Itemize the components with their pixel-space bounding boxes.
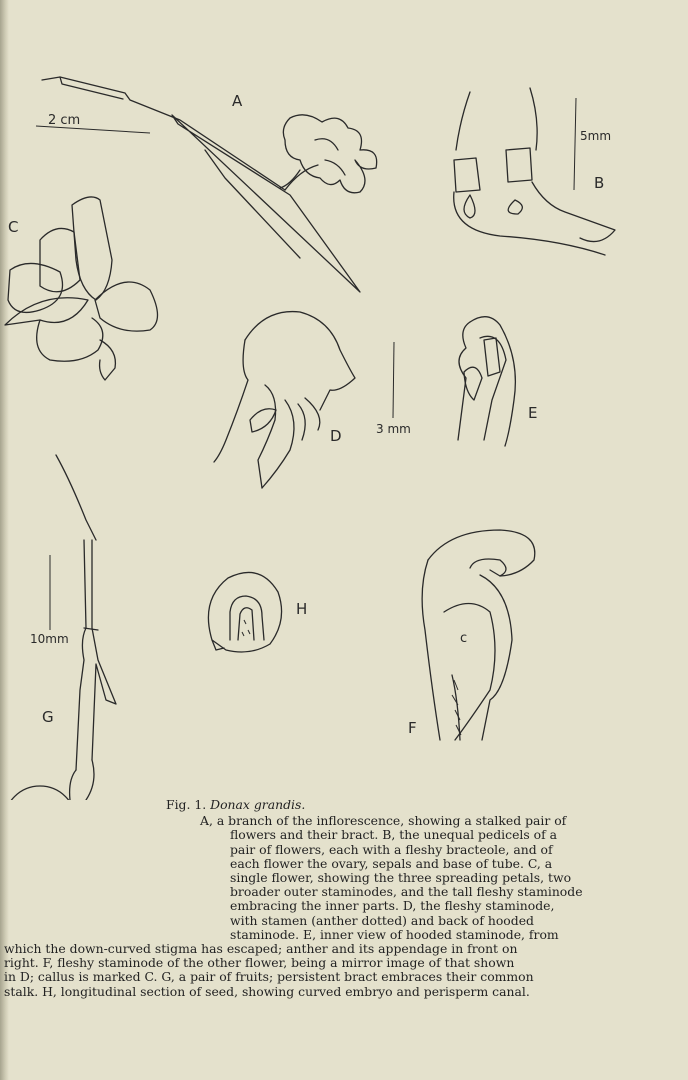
- caption-line: embracing the inner parts. D, the fleshy staminode,: [230, 898, 555, 914]
- scale-5mm-label: 5mm: [580, 129, 612, 143]
- caption-line: broader outer staminodes, and the tall fleshy staminode: [230, 884, 583, 900]
- label-f: F: [408, 719, 417, 737]
- caption-title: [166, 798, 629, 812]
- caption-line: staminode. E, inner view of hooded staminode, from: [230, 926, 559, 942]
- label-e: E: [528, 404, 538, 422]
- label-h: H: [296, 600, 308, 618]
- figure-d-staminode: [214, 312, 411, 488]
- caption-line: pair of flowers, each with a fleshy bracteole, and of: [230, 841, 553, 857]
- caption-line: stalk. H, longitudinal section of seed, showing curved embryo and perisperm canal.: [4, 983, 530, 999]
- figure-f-staminode: [408, 530, 535, 740]
- figure-b-pedicels: [454, 88, 615, 255]
- caption-line: in D; callus is marked C. G, a pair of fruits; persistent bract embraces their common: [4, 969, 534, 985]
- figure-caption: [4, 798, 629, 999]
- figure-g-fruits: [4, 455, 128, 800]
- label-b: B: [594, 174, 605, 192]
- label-a: A: [232, 92, 243, 110]
- caption-fig-number: Fig. 1.: [166, 797, 207, 812]
- caption-body: [4, 814, 629, 999]
- figure-h-seed: [208, 572, 307, 652]
- caption-line: A, a branch of the inflorescence, showing a stalked pair of: [200, 813, 567, 829]
- scale-2cm-label: 2 cm: [48, 113, 81, 128]
- scale-3mm-label: 3 mm: [376, 422, 411, 436]
- figure-a-inflorescence: [36, 77, 377, 292]
- caption-line: single flower, showing the three spreading petals, two: [230, 870, 572, 886]
- label-g: G: [42, 708, 54, 726]
- label-c: C: [8, 218, 19, 236]
- caption-line: flowers and their bract. B, the unequal pedicels of a: [230, 827, 558, 843]
- caption-line: which the down-curved stigma has escaped; anther and its appendage in front on: [4, 941, 518, 957]
- label-d: D: [330, 427, 342, 445]
- figure-c-flower: [5, 197, 158, 380]
- caption-line: right. F, fleshy staminode of the other flower, being a mirror image of that shown: [4, 955, 515, 971]
- caption-species: Donax grandis.: [210, 797, 306, 812]
- label-f-inner-c: c: [460, 631, 468, 646]
- figure-e-hooded-staminode: [458, 317, 537, 446]
- scale-10mm-label: 10mm: [30, 632, 69, 646]
- caption-line: with stamen (anther dotted) and back of hooded: [230, 912, 534, 928]
- caption-line: each flower the ovary, sepals and base of tube. C, a: [230, 855, 553, 871]
